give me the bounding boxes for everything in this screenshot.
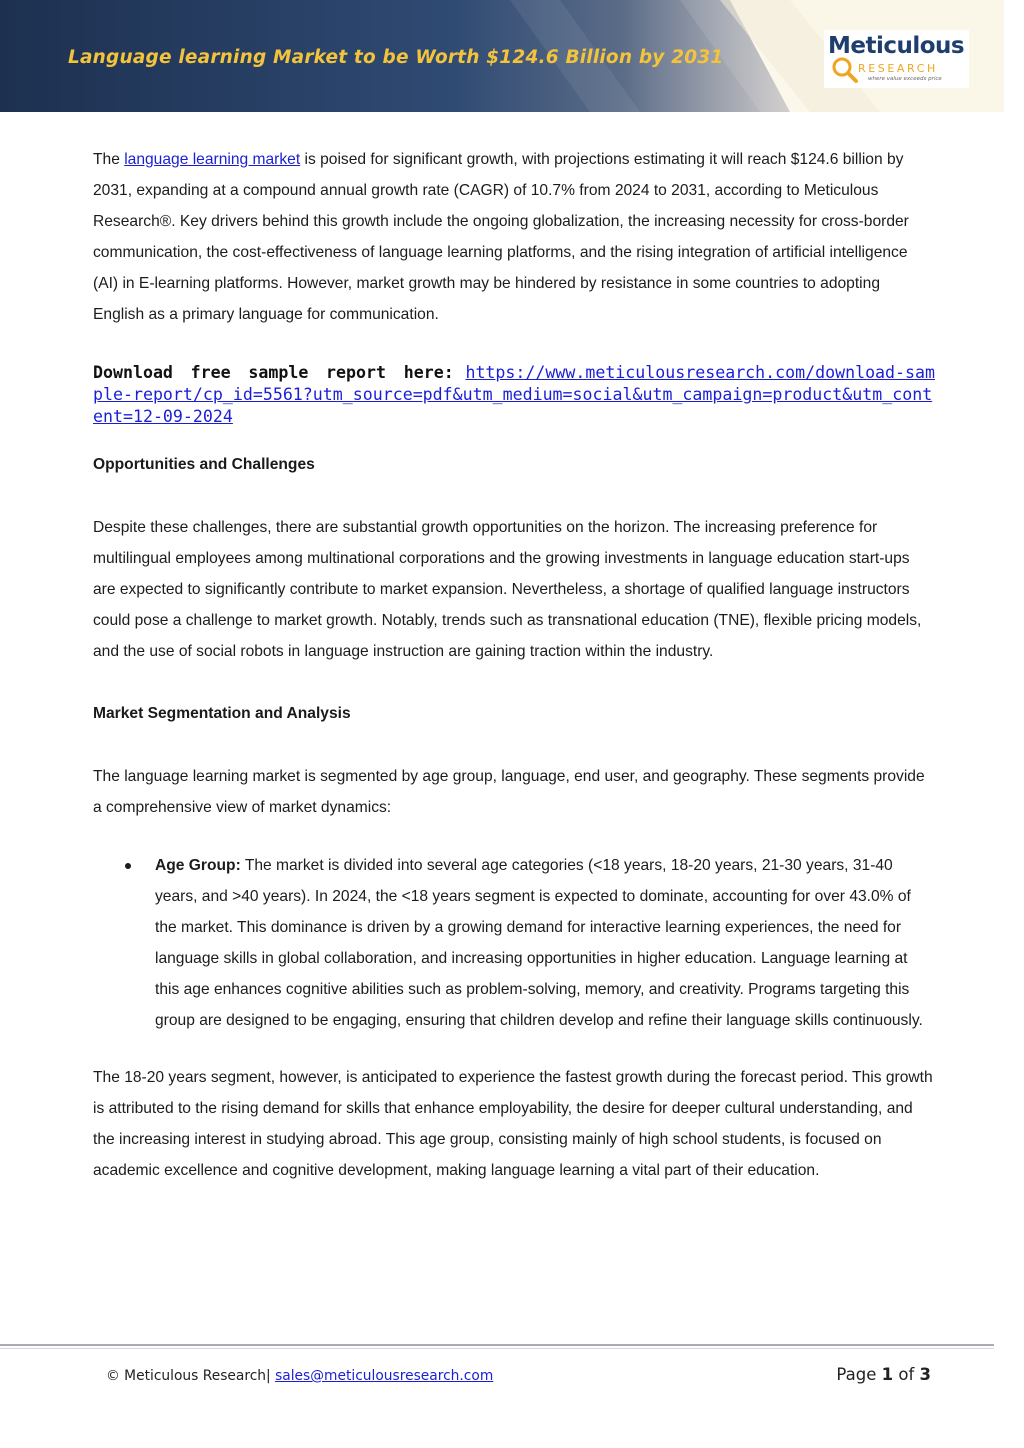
segment-list [93,850,935,1036]
bullet-text: The market is divided into several age categories (<18 years, 18-20 years, 21-30 years, 31-40 years, and >40 years). In 2024, the <18 years segment is expected to dominate, accounting for over 43.0% of the market. This dominance is driven by a growing demand for interactive learning experiences, the need for language skills in global collaboration, and increasing opportunities in higher education. Language learning at this age enhances cognitive abilities such as problem-solving, memory, and creativity. Programs targeting this group are designed to be engaging, ensuring that children develop and refine their language skills continuously. [155,857,923,1029]
meticulous-research-logo [824,30,969,88]
footer-divider [0,1348,994,1349]
download-sample-link[interactable]: https://www.meticulousresearch.com/download-sample-report/cp_id=5561?utm_source=pdf&utm_medium=social&utm_campaign=product&utm_content=12-09-2024 [93,363,935,426]
header-banner [0,0,1004,112]
closing-paragraph: The 18-20 years segment, however, is anticipated to experience the fastest growth during the forecast period. This growth is attributed to the rising demand for skills that enhance employability, the desire for deeper cultural understanding, and the increasing interest in studying abroad. This age group, consisting mainly of high school students, is focused on academic excellence and cognitive development, making language learning a vital part of their education. [93,1069,933,1179]
page-current: 1 [881,1365,894,1384]
download-sample-block [93,362,935,428]
copyright-text: © Meticulous Research| [106,1368,271,1384]
language-learning-market-link[interactable]: language learning market [124,151,301,168]
intro-text-start: The [93,151,125,168]
document-body [93,144,935,1186]
document-title: Language learning Market to be Worth $124.6 Billion by 2031 [68,47,724,68]
list-item [93,850,935,1036]
intro-paragraph [93,144,935,330]
sales-email-link[interactable]: sales@meticulousresearch.com [275,1368,494,1384]
logo-wordmark: Meticulous [828,33,965,59]
download-label: Download free sample report here: [93,363,454,382]
intro-text-rest: is poised for significant growth, with projections estimating it will reach $124.6 billion by 2031, expanding at a compound annual growth rate (CAGR) of 10.7% from 2024 to 2031, according to Meticulous Research®. Key drivers behind this growth include the ongoing globalization, the increasing necessity for cross-border communication, the cost-effectiveness of language learning platforms, and the rising integration of artificial intelligence (AI) in E-learning platforms. However, market growth may be hindered by resistance in some countries to adopting English as a primary language for communication. [93,151,909,323]
footer-copyright [106,1368,493,1384]
page-total: 3 [919,1365,931,1384]
segmentation-heading: Market Segmentation and Analysis [93,705,351,722]
opportunities-heading: Opportunities and Challenges [93,456,315,473]
opportunities-paragraph: Despite these challenges, there are substantial growth opportunities on the horizon. The increasing preference for multilingual employees among multinational corporations and the growing investments in language education start-ups are expected to significantly contribute to market expansion. Nevertheless, a shortage of qualified language instructors could pose a challenge to market growth. Notably, trends such as transnational education (TNE), flexible pricing models, and the use of social robots in language instruction are gaining traction within the industry. [93,519,922,660]
footer-divider [0,1344,994,1346]
page-prefix: Page [836,1365,877,1384]
segmentation-intro: The language learning market is segmented by age group, language, end user, and geography. These segments provide a comprehensive view of market dynamics: [93,768,925,816]
page-of: of [898,1365,915,1384]
bullet-label: Age Group: [155,857,241,874]
page-indicator [836,1365,931,1384]
logo-subtitle: RESEARCH [858,62,938,75]
magnifier-icon [830,56,860,84]
logo-tagline: where value exceeds price [868,76,942,82]
bullet-icon [125,863,131,869]
